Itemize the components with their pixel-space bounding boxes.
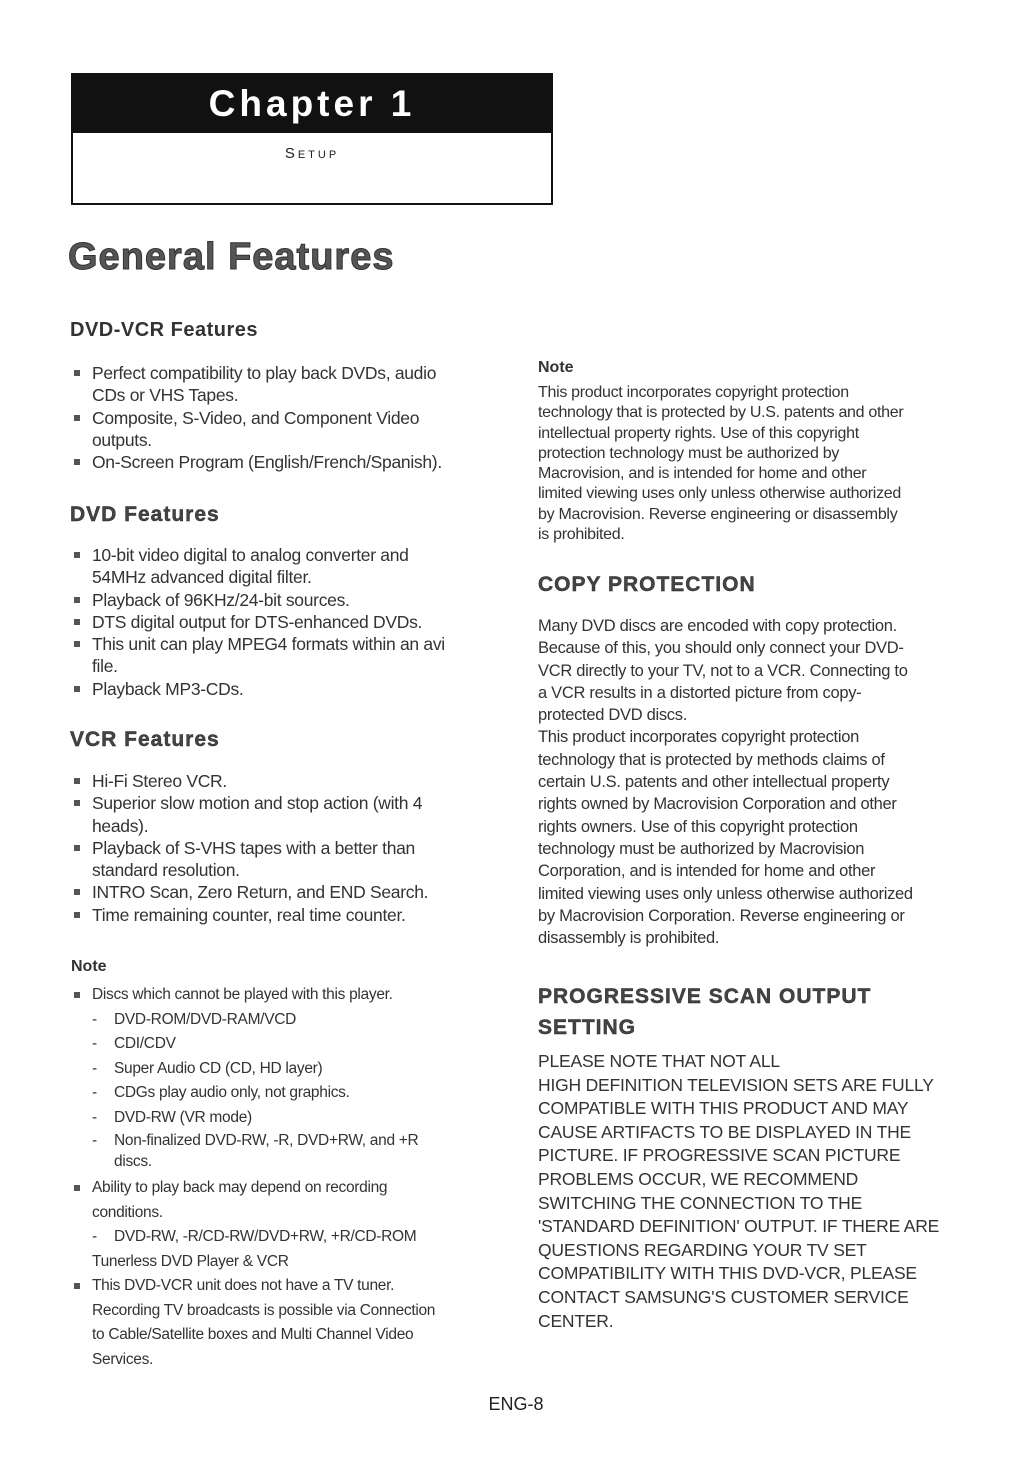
left-note-label: Note xyxy=(71,958,107,975)
list-item: Playback of S-VHS tapes with a better than standard resolution. xyxy=(70,837,510,882)
bullet-icon xyxy=(74,552,80,558)
copy-protection-text: Many DVD discs are encoded with copy protection. Because of this, you should only connect your DVD- VCR directly to your TV, not to a VCR. Connecting to a VCR results in a distorted picture from copy- protected DVD discs. This product incorporates copyright protection technology that is protected by methods claims of certain U.S. patents and other intellectual property rights owned by Macrovision Corporation and other rights owners. Use of this copyright protection technology must be authorized by Macrovision Corporation, and is intended for home and other limited viewing uses only unless otherwise authorized by Macrovision Corporation. Reverse engineering or disassembly is prohibited. xyxy=(538,617,913,948)
bullet-icon xyxy=(74,370,80,376)
list-item: This DVD-VCR unit does not have a TV tuner. Recording TV broadcasts is possible via Connection to Cable/Satellite boxes and Multi Channel Video Services. xyxy=(70,1274,520,1372)
list-item: Ability to play back may depend on recording conditions. - DVD-RW, -R/CD-RW/DVD+RW, +R/CD-ROM Tunerless DVD Player & VCR xyxy=(70,1176,520,1274)
list-item: Perfect compatibility to play back DVDs, audio CDs or VHS Tapes. xyxy=(70,362,510,407)
sub-item-tail: Tunerless DVD Player & VCR xyxy=(92,1252,289,1270)
progressive-scan-text: PLEASE NOTE THAT NOT ALL HIGH DEFINITION TELEVISION SETS ARE FULLY COMPATIBLE WITH THIS PRODUCT AND MAY CAUSE ARTIFACTS TO BE DISPLAYED IN THE PICTURE. IF PROGRESSIVE SCAN PICTURE PROBLEMS OCCUR, WE RECOMMEND SWITCHING THE CONNECTION TO THE 'STANDARD DEFINITION' OUTPUT. IF THERE ARE QUESTIONS REGARDING YOUR TV SET COMPATIBILITY WITH THIS DVD-VCR, PLEASE CONTACT SAMSUNG'S CUSTOMER SERVICE CENTER. xyxy=(538,1051,940,1331)
bullet-icon xyxy=(74,778,80,784)
chapter-subtitle: Setup xyxy=(284,145,340,162)
bullet-icon xyxy=(74,992,80,998)
list-item: On-Screen Program (English/French/Spanish). xyxy=(70,451,510,473)
vcr-features-heading: VCR Features xyxy=(70,728,220,751)
list-item: This unit can play MPEG4 formats within an avi file. xyxy=(70,633,510,678)
dvd-features-heading: DVD Features xyxy=(70,503,220,526)
bullet-icon xyxy=(74,415,80,421)
sub-item: - DVD-RW, -R/CD-RW/DVD+RW, +R/CD-ROM xyxy=(92,1228,417,1245)
list-item: Discs which cannot be played with this player. - DVD-ROM/DVD-RAM/VCD - CDI/CDV - Super Audio CD (CD, HD layer) - CDGs play audio only, not graphics. - DVD-RW (VR mode) - Non-finalized DVD-RW, -R, DVD+RW, and +R discs. xyxy=(70,983,520,1172)
sub-item: - Super Audio CD (CD, HD layer) xyxy=(92,1059,323,1077)
chapter-header xyxy=(71,73,553,205)
bullet-icon xyxy=(74,686,80,692)
sub-item: - CDI/CDV xyxy=(92,1035,176,1052)
bullet-icon xyxy=(74,619,80,625)
sub-item: - DVD-ROM/DVD-RAM/VCD xyxy=(92,1010,297,1028)
list-item: Time remaining counter, real time counter. xyxy=(70,904,510,926)
progressive-scan-heading-line1: PROGRESSIVE SCAN OUTPUT xyxy=(538,985,872,1008)
dvd-vcr-features-list xyxy=(70,362,510,473)
sub-item: - Non-finalized DVD-RW, -R, DVD+RW, and +R discs. xyxy=(92,1132,419,1170)
bullet-icon xyxy=(74,845,80,851)
list-item: Hi-Fi Stereo VCR. xyxy=(70,770,510,792)
sub-item: - DVD-RW (VR mode) xyxy=(92,1108,252,1126)
right-note-label: Note xyxy=(538,359,574,376)
bullet-icon xyxy=(74,912,80,918)
right-note-text: This product incorporates copyright protection technology that is protected by U.S. patents and other intellectual property rights. Use of this copyright protection technology must be authorized by Macrovision, and is intended for home and other limited viewing uses only unless otherwise authorized by Macrovision. Reverse engineering or disassembly is prohibited. xyxy=(538,384,904,544)
list-item: Composite, S-Video, and Component Video outputs. xyxy=(70,407,510,452)
dvd-features-list xyxy=(70,544,510,700)
list-item: Playback of 96KHz/24-bit sources. xyxy=(70,589,510,611)
dvd-vcr-features-heading: DVD-VCR Features xyxy=(70,319,259,341)
page-title: General Features xyxy=(68,236,395,278)
left-note-list xyxy=(70,983,520,1372)
copy-protection-heading: COPY PROTECTION xyxy=(538,573,756,596)
list-item: Playback MP3-CDs. xyxy=(70,678,510,700)
vcr-features-list xyxy=(70,770,510,926)
list-item: DTS digital output for DTS-enhanced DVDs. xyxy=(70,611,510,633)
bullet-icon xyxy=(74,889,80,895)
list-item: Superior slow motion and stop action (with 4 heads). xyxy=(70,792,510,837)
bullet-icon xyxy=(74,1283,80,1289)
list-item: INTRO Scan, Zero Return, and END Search. xyxy=(70,881,510,903)
bullet-icon xyxy=(74,641,80,647)
page-number: ENG-8 xyxy=(488,1394,544,1414)
bullet-icon xyxy=(74,800,80,806)
sub-item: - CDGs play audio only, not graphics. xyxy=(92,1084,350,1101)
bullet-icon xyxy=(74,1185,80,1191)
bullet-icon xyxy=(74,459,80,465)
chapter-title: Chapter 1 xyxy=(73,75,551,133)
list-item: 10-bit video digital to analog converter and 54MHz advanced digital filter. xyxy=(70,544,510,589)
progressive-scan-heading-line2: SETTING xyxy=(538,1016,637,1039)
bullet-icon xyxy=(74,597,80,603)
